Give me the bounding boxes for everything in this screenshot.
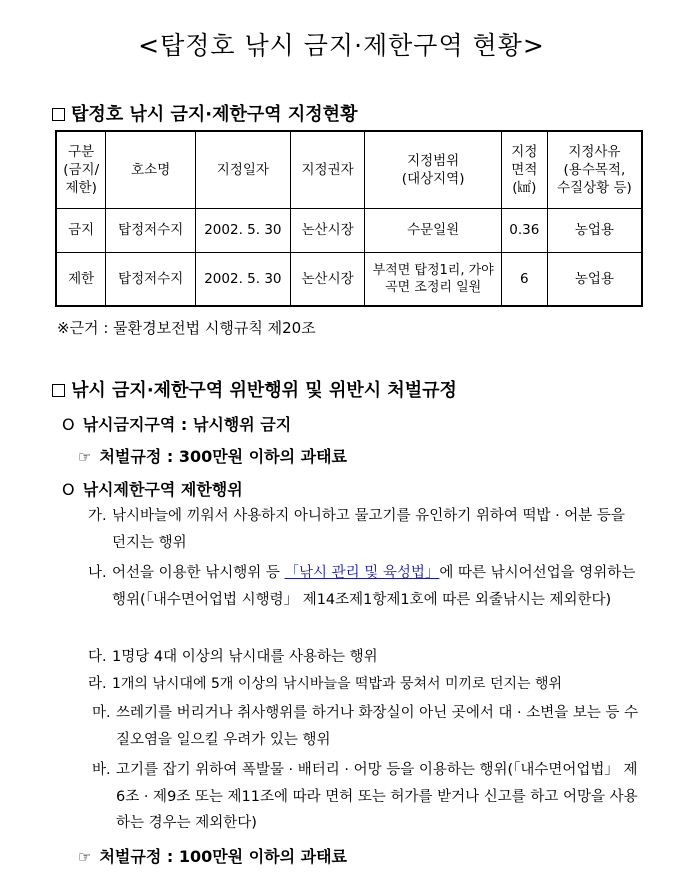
list-item-text — [112, 560, 636, 613]
list-item-marker: 나. — [88, 565, 107, 581]
checkbox-square-icon — [52, 384, 65, 397]
pointing-hand-icon: ☞ — [78, 848, 92, 866]
table-cell: 농업용 — [547, 252, 642, 306]
list-item-marker: 다. — [88, 649, 107, 665]
header-cell: 지정 면적 (㎢) — [501, 131, 547, 208]
table-cell: 탑정저수지 — [106, 252, 196, 306]
table-row — [56, 252, 642, 306]
table-cell: 논산시장 — [290, 252, 365, 306]
list-item-text: 1개의 낚시대에 5개 이상의 낚시바늘을 떡밥과 뭉쳐서 미끼로 던지는 행위 — [112, 676, 563, 692]
list-item-text: 쓰레기를 버리거나 취사행위를 하거나 화장실이 아닌 곳에서 대 · 소변을 보는 등 수질오염을 일으킬 우려가 있는 행위 — [116, 705, 639, 748]
prohibited-zone-heading — [62, 412, 291, 435]
pointing-hand-icon: ☞ — [78, 448, 92, 466]
table-cell: 논산시장 — [290, 208, 365, 252]
page-title: <탑정호 낚시 금지·제한구역 현황> — [138, 31, 545, 60]
circle-bullet-icon: O — [62, 415, 75, 434]
circle-bullet-icon: O — [62, 480, 75, 499]
header-cell: 구분 (금지/ 제한) — [56, 131, 106, 208]
header-cell: 호소명 — [106, 131, 196, 208]
legal-basis-note: ※근거 : 물환경보전법 시행규칙 제20조 — [57, 319, 316, 337]
section-heading-text: 낚시 금지·제한구역 위반행위 및 위반시 처벌규정 — [71, 380, 457, 401]
table-cell: 0.36 — [501, 208, 547, 252]
list-item-marker: 바. — [92, 762, 111, 778]
header-cell: 지정사유 (용수목적, 수질상황 등) — [547, 131, 642, 208]
table-cell: 부적면 탑정1리, 가야곡면 조정리 일원 — [365, 252, 501, 306]
list-item-marker: 가. — [88, 508, 107, 524]
law-link[interactable]: 「낚시 관리 및 육성법」 — [284, 565, 440, 581]
prohibited-zone-label: 낚시금지구역 : 낚시행위 금지 — [82, 415, 292, 434]
penalty-rule-1 — [78, 444, 347, 467]
list-item — [92, 757, 640, 837]
list-item-text-part: 어선을 이용한 낚시행위 등 — [112, 565, 285, 581]
list-item-text: 고기를 잡기 위하여 폭발물 · 배터리 · 어망 등을 이용하는 행위(「내수면어업법」 제6조 · 제9조 또는 제11조에 따라 면허 또는 허가를 받거나 신고를 하고 어망을 사용하는 경우는 제외한다) — [116, 762, 638, 831]
header-cell: 지정권자 — [290, 131, 365, 208]
table-cell: 2002. 5. 30 — [196, 252, 291, 306]
list-item — [88, 560, 636, 613]
penalty-rule-2-label: 처벌규정 : 100만원 이하의 과태료 — [99, 847, 348, 866]
list-item-marker: 마. — [92, 705, 111, 721]
table-cell: 탑정저수지 — [106, 208, 196, 252]
designation-table — [55, 130, 643, 307]
section-heading-designation — [52, 100, 357, 126]
checkbox-square-icon — [52, 108, 65, 121]
table-row — [56, 208, 642, 252]
list-item — [88, 671, 648, 698]
list-item-text: 1명당 4대 이상의 낚시대를 사용하는 행위 — [112, 649, 378, 665]
table-cell: 제한 — [56, 252, 106, 306]
restricted-zone-heading — [62, 477, 243, 500]
penalty-rule-2 — [78, 844, 347, 867]
table-cell: 6 — [501, 252, 547, 306]
table-cell: 농업용 — [547, 208, 642, 252]
list-item — [88, 503, 636, 556]
table-cell: 수문일원 — [365, 208, 501, 252]
table-cell: 금지 — [56, 208, 106, 252]
header-cell: 지정일자 — [196, 131, 291, 208]
table-cell: 2002. 5. 30 — [196, 208, 291, 252]
list-item-text-part: 에 따른 낚시어선업을 영위하는 행위(「내수면어업법 시행령」 제14조제1항제1호에 따른 외줄낚시는 제외한다) — [112, 565, 636, 608]
restricted-zone-label: 낚시제한구역 제한행위 — [82, 480, 243, 499]
list-item — [88, 644, 636, 671]
header-cell: 지정범위 (대상지역) — [365, 131, 501, 208]
table-header-row — [56, 131, 642, 208]
list-item-marker: 라. — [88, 676, 107, 692]
penalty-rule-1-label: 처벌규정 : 300만원 이하의 과태료 — [99, 447, 348, 466]
list-item — [92, 700, 640, 753]
list-item-text: 낚시바늘에 끼워서 사용하지 아니하고 물고기를 유인하기 위하여 떡밥 · 어분 등을 던지는 행위 — [112, 508, 625, 551]
section-heading-violations — [52, 376, 457, 402]
section-heading-text: 탑정호 낚시 금지·제한구역 지정현황 — [71, 104, 358, 125]
